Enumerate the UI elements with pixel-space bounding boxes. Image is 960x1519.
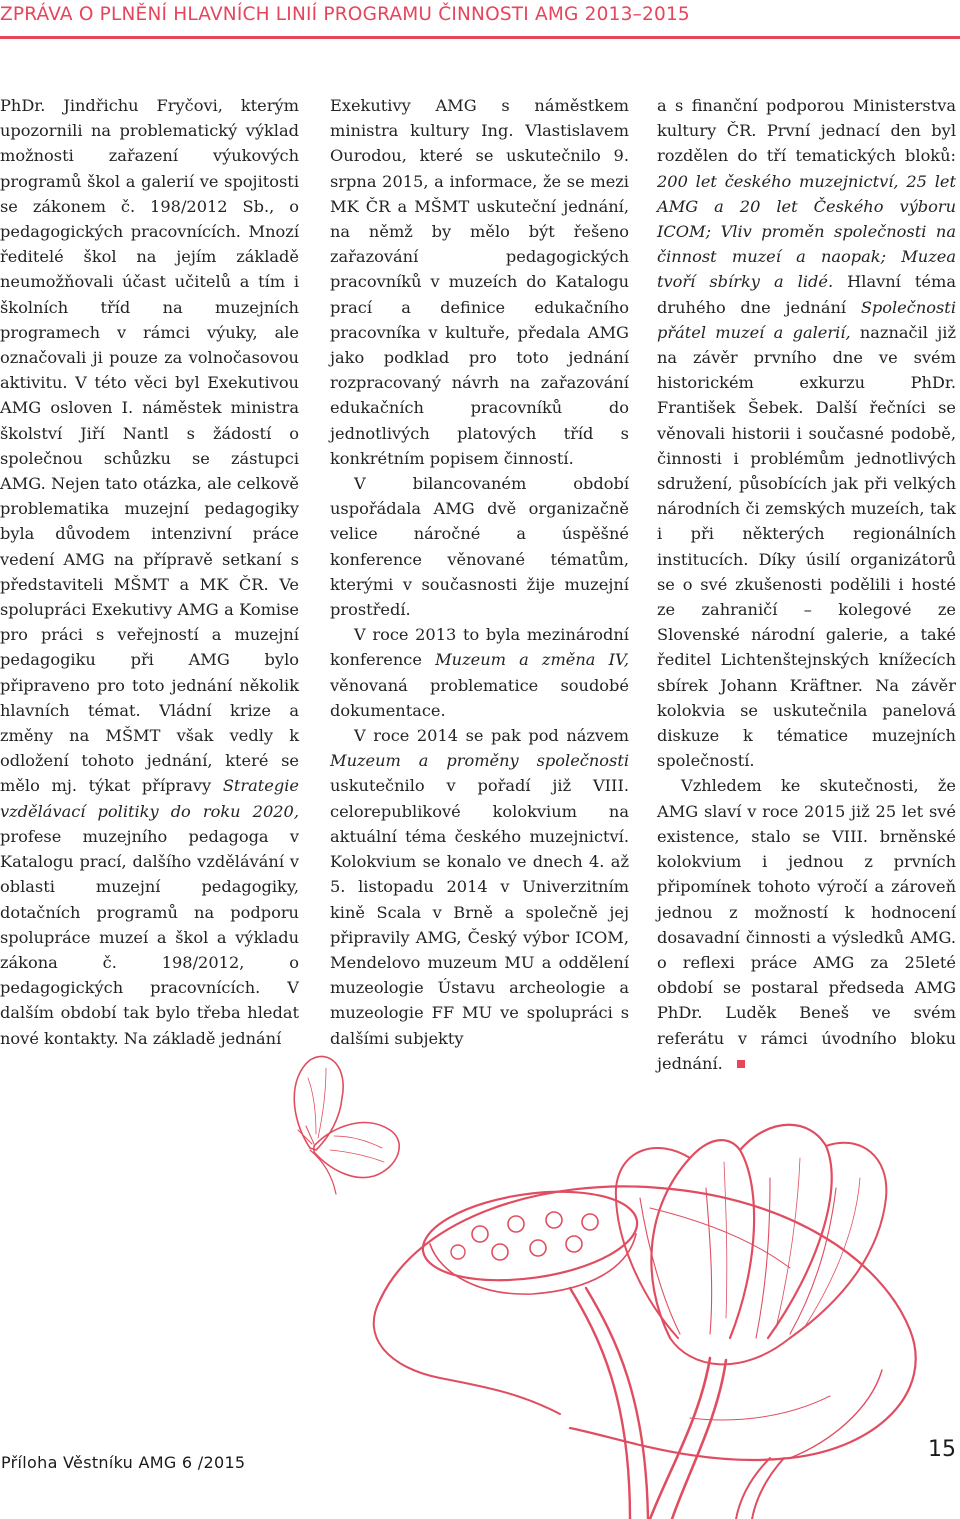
moth-drawing — [294, 1056, 399, 1194]
lotus-flower-drawing — [616, 1125, 886, 1365]
paragraph: V roce 2014 se pak pod názvem Muzeum a proměny společnosti uskutečnilo v pořadí již VIII. celorepublikové kolokvium na aktuální téma českého muzejnictví. Kolokvium se konalo ve dnech 4. až 5. listopadu 2014 v Univerzitním kině Scala v Brně a společně jej připravily AMG, Český výbor ICOM, Mendelovo muzeum MU a oddělení muzeologie Ústavu archeologie a muzeologie FF MU ve spolupráci s dalšími subjekty — [330, 726, 629, 1048]
page-number: 15 — [928, 1437, 956, 1462]
paragraph: V bilancovaném období uspořádala AMG dvě organizačně velice náročné a úspěšné konference věnované tématům, kterými v současnosti žije muzejní prostředí. — [330, 474, 629, 620]
paragraph: Vzhledem ke skutečnosti, že AMG slaví v roce 2015 již 25 let své existence, stalo se VIII. brněnské kolokvium i jednou z prvních připomínek tohoto výročí a zároveň jednou z možností k hodnocení dosavadní činnosti a výsledků AMG. o reflexi práce AMG za 25leté období se postaral předseda AMG PhDr. Luděk Beneš ve svém referátu v rámci úvodního bloku jednání. — [657, 776, 956, 1073]
paragraph: Exekutivy AMG s náměstkem ministra kultury Ing. Vlastislavem Ourodou, které se uskutečnilo 9. srpna 2015, a informace, že se mezi MK ČR a MŠMT uskuteční jednání, na němž by mělo být řešeno zařazování pedagogických pracovníků v muzeích do Katalogu prací a definice edukačního pracovníka v kultuře, předala AMG jako podklad pro toto jednání rozpracovaný návrh na zařazování edukačních pracovníků do jednotlivých platových tříd s konkrétním popisem činností. — [330, 96, 629, 468]
text-column-1 — [0, 93, 299, 1051]
paragraph: V roce 2013 to byla mezinárodní konference Muzeum a změna IV, věnovaná problematice soudobé dokumentace. — [330, 625, 629, 720]
text-column-3 — [657, 93, 956, 1076]
paragraph: a s finanční podporou Ministerstva kultury ČR. První jednací den byl rozdělen do tří tematických bloků: 200 let českého muzejnictví, 25 let AMG a 20 let Českého výboru ICOM; Vliv proměn společnosti na činnost muzeí a naopak; Muzea tvoří sbírky a lidé. Hlavní téma druhého dne jednání Společnosti přátel muzeí a galerií, naznačil již na závěr prvního dne ve svém historickém exkurzu PhDr. František Šebek. Další řečníci se věnovali historii i současné podobě, činnosti i problémům jednotlivých sdružení, působících jak při velkých národních či zemských muzeích, tak i při některých regionálních institucích. Díky úsilí organizátorů se o své zkušenosti podělili i hosté ze zahraničí – kolegové ze Slovenské národní galerie, a také ředitel Lichtenštejnských knížecích sbírek Johann Kräftner. Na závěr kolokvia se uskutečnila panelová diskuze k tématice muzejních společností. — [657, 96, 956, 771]
header-rule — [0, 36, 960, 39]
running-head-title: ZPRÁVA O PLNĚNÍ HLAVNÍCH LINIÍ PROGRAMU ČINNOSTI AMG 2013–2015 — [0, 4, 690, 25]
lotus-illustration — [270, 1038, 960, 1519]
footer-publication: Příloha Věstníku AMG 6 /2015 — [1, 1453, 246, 1472]
paragraph: PhDr. Jindřichu Fryčovi, kterým upozornili na problematický výklad možnosti zařazení výukových programů škol a galerií ve spojitosti se zákonem č. 198/2012 Sb., o pedagogických pracovnících. Mnozí ředitelé škol na jejím základě neumožňovali účast učitelů a tím i školních tříd na muzejních programech v rámci výuky, ale označovali ji pouze za volnočasovou aktivitu. V této věci byl Exekutivou AMG osloven I. náměstek ministra školství Jiří Nantl s žádostí o společnou schůzku se zástupci AMG. Nejen tato otázka, ale celkově problematika muzejní pedagogiky byla důvodem intenzivní práce vedení AMG na přípravě setkaní s představiteli MŠMT a MK ČR. Ve spolupráci Exekutivy AMG a Komise pro práci s veřejností a muzejní pedagogiku při AMG bylo připraveno pro toto jednání několik hlavních témat. Vládní krize a změny na MŠMT však vedly k odložení tohoto jednání, které se mělo mj. týkat přípravy Strategie vzdělávací politiky do roku 2020, profese muzejního pedagoga v Katalogu prací, dalšího vzdělávání v oblasti muzejní pedagogiky, dotačních programů na podporu spolupráce muzeí a škol a výkladu zákona č. 198/2012, o pedagogických pracovnících. V dalším období tak bylo třeba hledat nové kontakty. Na základě jednání — [0, 96, 299, 1048]
text-column-2 — [330, 93, 629, 1051]
